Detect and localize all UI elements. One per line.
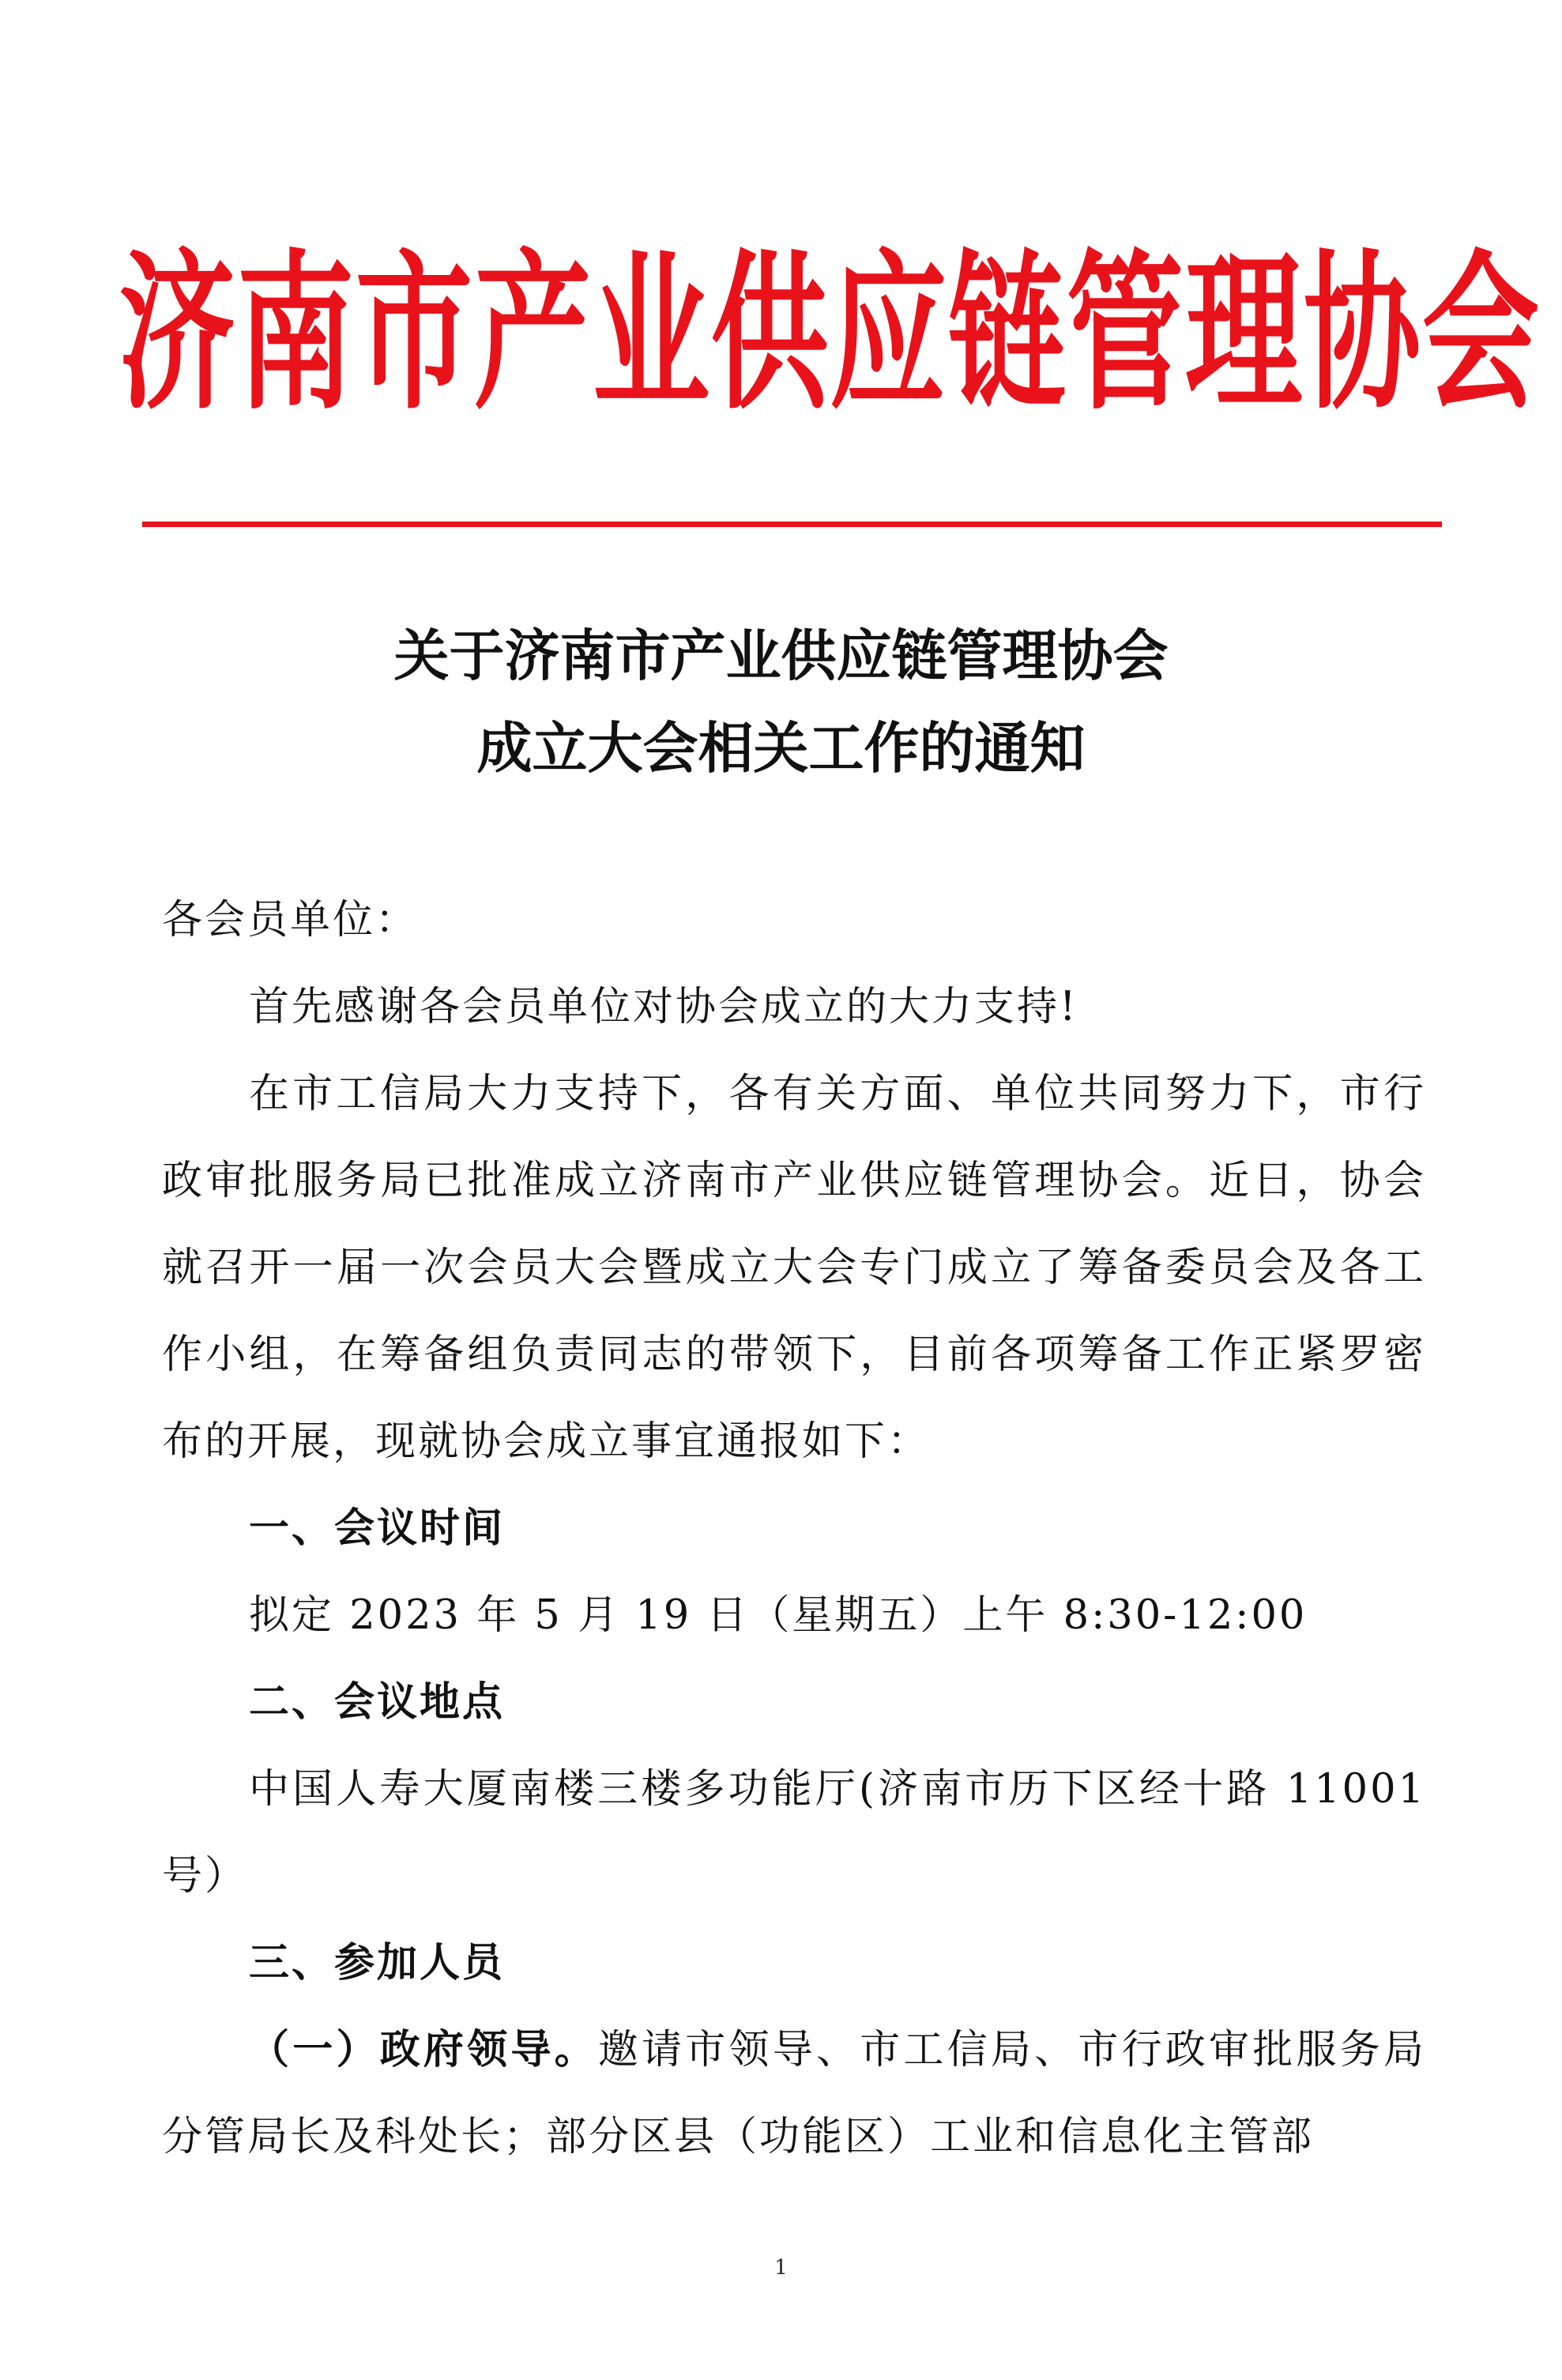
organization-letterhead xyxy=(119,235,1541,432)
attendees-item-1-text: 邀请市领导、市工信局、市行政审批服务局分管局长及科处长；部分区县（功能区）工业和信息化主管部 xyxy=(162,2027,1426,2160)
attendees-item-1 xyxy=(162,2007,1426,2181)
section-heading-meeting-time: 一、会议时间 xyxy=(249,1505,506,1552)
salutation: 各会员单位： xyxy=(162,897,419,943)
meeting-time-text: 拟定 2023 年 5 月 19 日（星期五）上午 8:30-12:00 xyxy=(249,1592,1308,1639)
document-body xyxy=(162,877,1426,2181)
opening-paragraph: 首先感谢各会员单位对协会成立的大力支持! xyxy=(249,984,1078,1030)
section-heading-meeting-location: 二、会议地点 xyxy=(249,1679,506,1726)
meeting-location-text: 中国人寿大厦南楼三楼多功能厅(济南市历下区经十路 11001号） xyxy=(162,1766,1426,1900)
letterhead-divider xyxy=(142,522,1442,527)
background-paragraph: 在市工信局大力支持下，各有关方面、单位共同努力下，市行政审批服务局已批准成立济南市产业供应链管理协会。近日，协会就召开一届一次会员大会暨成立大会专门成立了筹备委员会及各工作小组，在筹备组负责同志的带领下，目前各项筹备工作正紧罗密布的开展，现就协会成立事宜通报如下： xyxy=(162,1071,1426,1465)
organization-name: 济南市产业供应链管理协会 xyxy=(119,235,1541,432)
document-title-line-1: 关于济南市产业供应链管理协会 xyxy=(393,623,1169,688)
page-number: 1 xyxy=(774,2256,788,2280)
document-title-line-2: 成立大会相关工作的通知 xyxy=(476,716,1086,781)
section-heading-attendees: 三、参加人员 xyxy=(249,1940,506,1986)
attendees-item-1-label: （一）政府领导。 xyxy=(249,2027,598,2073)
